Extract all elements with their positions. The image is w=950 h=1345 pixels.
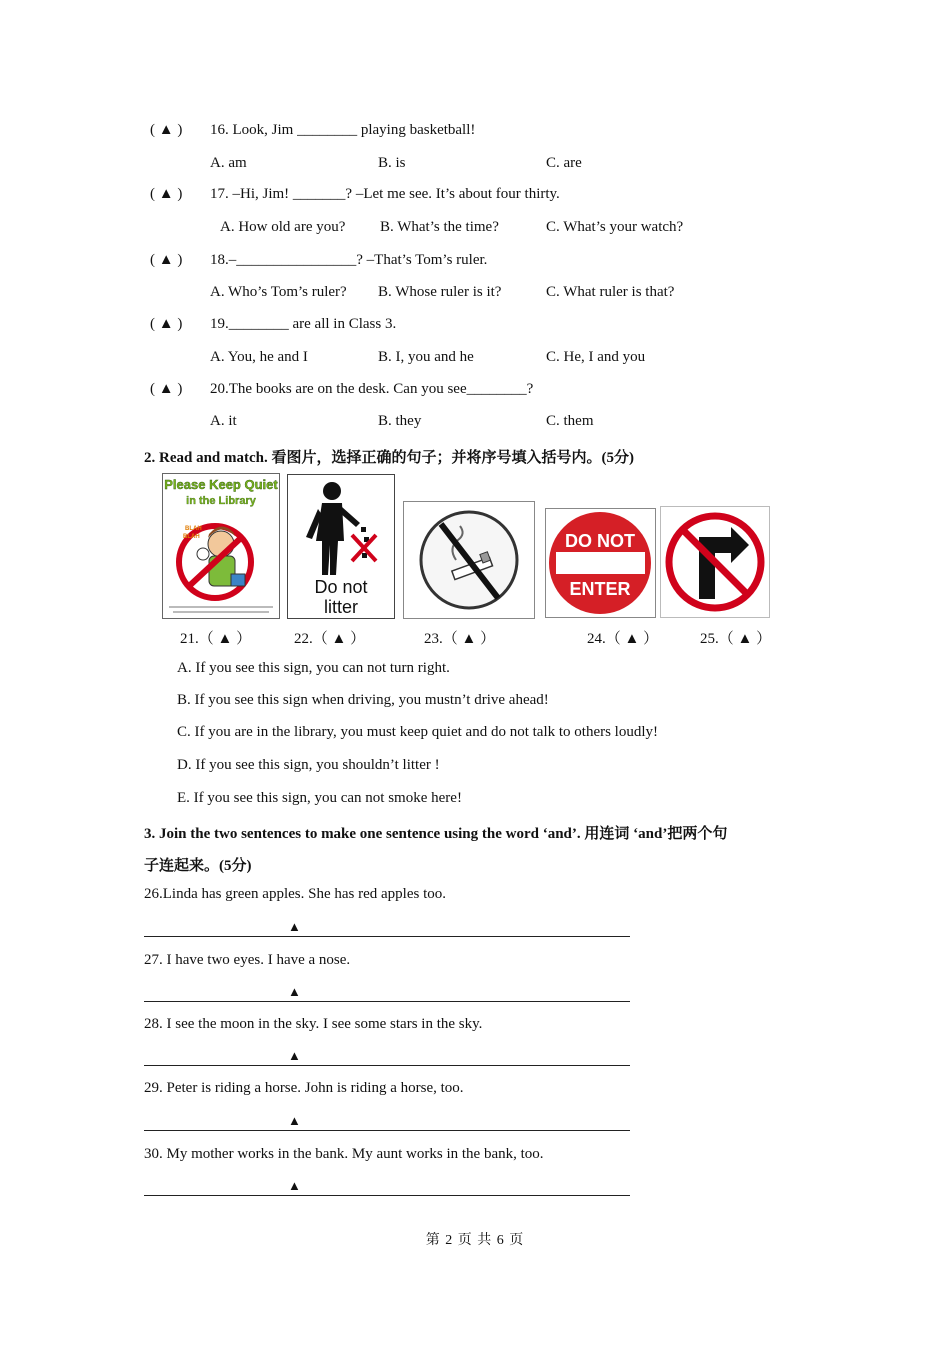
sign-23-label: 23.（ ▲ ） xyxy=(424,631,496,647)
answer-mark-18: ( ▲ ) xyxy=(150,252,183,268)
question-19-stem: 19.________ are all in Class 3. xyxy=(210,316,397,332)
question-18-option-a: A. Who’s Tom’s ruler? xyxy=(210,284,347,300)
answer-mark-29: ▲ xyxy=(288,1113,301,1128)
keep-quiet-library-sign xyxy=(162,473,280,619)
question-18-option-b: B. Whose ruler is it? xyxy=(378,284,502,300)
section-3-heading-line-1: 3. Join the two sentences to make one sentence using the word ‘and’. 用连词 ‘and’把两个句 xyxy=(144,826,728,842)
sign-21-title-line-2: in the Library xyxy=(186,495,256,507)
question-19-option-c: C. He, I and you xyxy=(546,349,646,365)
question-20-option-a: A. it xyxy=(210,413,237,429)
answer-mark-17: ( ▲ ) xyxy=(150,186,183,202)
match-option-a: A. If you see this sign, you can not turn right. xyxy=(177,660,450,676)
question-17-option-a: A. How old are you? xyxy=(220,219,346,235)
sign-24-caption-line-1: DO NOT xyxy=(565,531,635,551)
no-right-turn-sign xyxy=(660,506,770,618)
question-19-option-b: B. I, you and he xyxy=(378,349,474,365)
question-19-option-a: A. You, he and I xyxy=(210,349,308,365)
answer-mark-27: ▲ xyxy=(288,984,301,999)
match-option-d: D. If you see this sign, you shouldn’t litter ! xyxy=(177,757,440,773)
question-16-stem: 16. Look, Jim ________ playing basketball! xyxy=(210,122,476,138)
sign-24-label: 24.（ ▲ ） xyxy=(587,631,659,647)
answer-mark-20: ( ▲ ) xyxy=(150,381,183,397)
svg-text:BLAH: BLAH xyxy=(185,526,202,532)
answer-mark-30: ▲ xyxy=(288,1178,301,1193)
question-16-option-b: B. is xyxy=(378,155,406,171)
answer-line-26[interactable] xyxy=(144,936,630,937)
sign-22-caption-line-1: Do not xyxy=(314,577,368,597)
section-3-heading-line-2: 子连起来。(5分) xyxy=(144,858,252,874)
question-20-stem: 20.The books are on the desk. Can you see________? xyxy=(210,381,534,397)
question-18-option-c: C. What ruler is that? xyxy=(546,284,675,300)
page-footer: 第 2 页 共 6 页 xyxy=(425,1233,525,1248)
question-16-option-c: C. are xyxy=(546,155,582,171)
sign-21-title-line-1: Please Keep Quiet xyxy=(164,477,278,492)
question-27: 27. I have two eyes. I have a nose. xyxy=(144,952,351,968)
sign-22-caption-line-2: litter xyxy=(323,597,359,617)
question-16-option-a: A. am xyxy=(210,155,247,171)
match-option-c: C. If you are in the library, you must keep quiet and do not talk to others loudly! xyxy=(177,724,659,740)
do-not-enter-sign xyxy=(545,508,656,618)
question-28: 28. I see the moon in the sky. I see some stars in the sky. xyxy=(144,1016,483,1032)
svg-text:BLAH: BLAH xyxy=(183,534,200,540)
answer-mark-16: ( ▲ ) xyxy=(150,122,183,138)
section-2-heading: 2. Read and match. 看图片，选择正确的句子；并将序号填入括号内。(5分) xyxy=(144,450,634,466)
question-26: 26.Linda has green apples. She has red apples too. xyxy=(144,886,446,902)
sign-22-label: 22.（ ▲ ） xyxy=(294,631,366,647)
answer-mark-26: ▲ xyxy=(288,919,301,934)
question-17-option-c: C. What’s your watch? xyxy=(546,219,684,235)
question-20-option-c: C. them xyxy=(546,413,594,429)
no-smoking-sign xyxy=(403,501,535,619)
answer-line-27[interactable] xyxy=(144,1001,630,1002)
answer-mark-19: ( ▲ ) xyxy=(150,316,183,332)
answer-line-30[interactable] xyxy=(144,1195,630,1196)
do-not-litter-sign xyxy=(287,474,395,619)
answer-line-28[interactable] xyxy=(144,1065,630,1066)
question-20-option-b: B. they xyxy=(378,413,422,429)
question-17-stem: 17. –Hi, Jim! _______? –Let me see. It’s about four thirty. xyxy=(210,186,560,202)
answer-line-29[interactable] xyxy=(144,1130,630,1131)
answer-mark-28: ▲ xyxy=(288,1048,301,1063)
match-option-b: B. If you see this sign when driving, you mustn’t drive ahead! xyxy=(177,692,549,708)
sign-24-caption-line-2: ENTER xyxy=(569,579,631,599)
sign-21-label: 21.（ ▲ ） xyxy=(180,631,252,647)
question-29: 29. Peter is riding a horse. John is riding a horse, too. xyxy=(144,1080,464,1096)
question-17-option-b: B. What’s the time? xyxy=(380,219,499,235)
sign-25-label: 25.（ ▲ ） xyxy=(700,631,772,647)
match-option-e: E. If you see this sign, you can not smoke here! xyxy=(177,790,462,806)
question-30: 30. My mother works in the bank. My aunt works in the bank, too. xyxy=(144,1146,544,1162)
question-18-stem: 18.–________________? –That’s Tom’s ruler. xyxy=(210,252,488,268)
